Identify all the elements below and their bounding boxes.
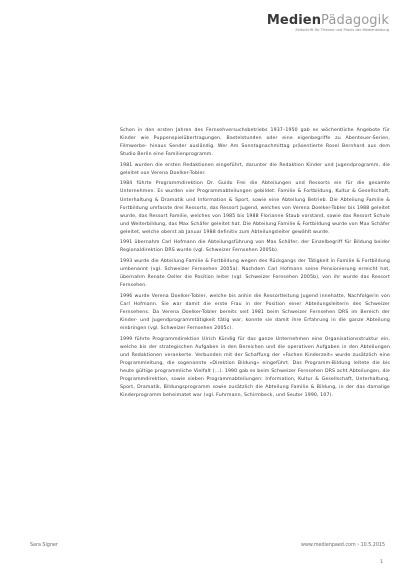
paragraph: 1996 wurde Verena Doelker-Tobler, welche bis anhin die Ressortleitung Jugend innehatte, Nachfolgerin von Carl Hofmann. Sie war damit die erste Frau in der Position einer Abteilungsleiterin des Schweizer Fernsehens. Da Verena Doelker-Tobler bereits seit 1981 beim Schweizer Fernsehen DRS im Bereich der Kinder- und Jugendprogrammtätigkeit tätig war, konnte sie damit ihre Erfahrung in die ganze Abteilung einbringen (vgl. Schweizer Fernsehen 2005c). <box>120 293 390 332</box>
paragraph: 1999 führte Programmdirektion Ulrich Kündig für das ganze Unternehmen eine Organisationsstruktur ein, welche bis der strategischen Aufgaben in den Bereichen und die operativen Aufgaben in den Abteilungen und Redaktionen verankerte. Verbunden mit der Schaffung der »Fachen Kinderzeit« wurde zusätzlich eine Programmleitung, die sogenannte »Direktion Bildung« eingeführt. Das Programm-Bildung leitete die bis heute gültige programmliche Vielfalt (…). 1990 gab es beim Schweizer Fernsehen DRS acht Abteilungen, die Programmdirektion, sowie sieben Programmabteilungen: Information, Kultur & Gesellschaft, Unterhaltung, Sport, Dramatik, Bildungsprogramm sowie zusätzlich die Abteilung Familie & Bildung, in der das damalige Kinderprogramm beheimatet war (vgl. Fuhrmann, Schirmbeck, und Seuter 1990, 107). <box>120 336 390 399</box>
paragraph: 1981 wurden die ersten Redaktionen eingeführt, darunter die Redaktion Kinder und Jugendprogramm, die geleitet von Verena Doelker-Tobler. <box>120 162 390 176</box>
paragraph: 1991 übernahm Carl Hofmann die Abteilungsführung von Max Schäfer, der Einzelbegriff für Bildung beider Regionaldirektion DRS wurde (vgl. Schweizer Fernsehen 2005b). <box>120 240 390 254</box>
paragraph: 1984 führte Programmdirektion Dr. Guido Frei die Abteilungen und Ressorts ein für die gesamte Unternehmen. Es wurden vier Programmabteilungen gebildet: Familie & Fortbildung, Kultur & Gesellschaft, Unterhaltung & Dramatik und Information & Sport, sowie eine Abteilung Betrieb. Die Abteilung Familie & Fortbildung umfasste drei Ressorts, das Ressort Jugend, welches von Verena Doelker-Tobler bis 1988 geleitet wurde, das Ressort Familie, welches von 1985 bis 1988 Florianne Staub vorstand, sowie das Ressort Schule und Weiterbildung, das Max Schäfer geleitet hat. Die Abteilung Familie & Fortbildung wurde von Max Schäfer geleitet, welche oberst ab Januar 1988 definitiv zum Abteilungsleiter gewählt wurde. <box>120 181 390 235</box>
journal-logo <box>267 14 389 33</box>
journal-title-bold: Medien <box>266 13 322 28</box>
footer-source[interactable]: www.medienpaed.com › 10.5.2015 <box>301 543 385 548</box>
paragraph: 1993 wurde die Abteilung Familie & Fortbildung wegen des Rückgangs der Tätigkeit in Familie & Fortbildung umbenannt (vgl. Schweizer Fernsehen 2005a). Nachdem Carl Hofmann seine Pensionierung erreicht hat, übernahm Renate Oeller die Position leiter (vgl. Schweizer Fernsehen 2005b), von ihr wurde das Ressort Fernsehen. <box>120 258 390 289</box>
page-marker: 1 <box>380 560 383 565</box>
journal-title <box>267 14 389 28</box>
paragraph: Schon in den ersten Jahren des Fernsehversuchsbetriebs 1937–1950 gab es wöchentliche Angebote für Kinder wie Puppenspielübertragungen, Bastelstunden oder eine eigenbegriffe zu Abenteuer-Serien, Filmwerbe- hinaus Sender ausländig. Wer Am Sonntagnachmittag präsentierte Rosel Bernhard aus dem Studio Berlin eine Familienprogramm. <box>120 128 390 158</box>
journal-subtitle: Zeitschrift für Theorie und Praxis der Medienbildung <box>295 28 389 32</box>
article-body <box>120 127 390 519</box>
journal-title-light: Pädagogik <box>321 13 389 28</box>
footer-author: Sara Signer <box>30 543 58 548</box>
